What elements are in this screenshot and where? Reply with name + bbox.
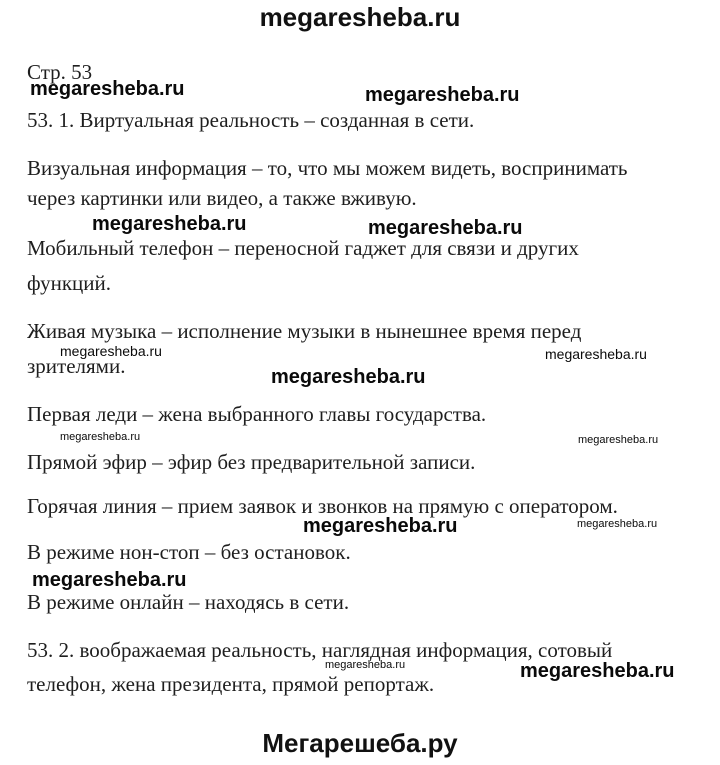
text-line-9: Прямой эфир – эфир без предварительной записи.	[27, 450, 476, 474]
watermark: megaresheba.ru	[60, 431, 141, 443]
text-line-5: функций.	[27, 271, 111, 295]
watermark: megaresheba.ru	[578, 434, 659, 446]
watermark: megaresheba.ru	[365, 84, 520, 106]
site-footer-logo[interactable]: Мегарешеба.ру	[262, 728, 458, 758]
watermark: megaresheba.ru	[545, 346, 647, 362]
watermark: megaresheba.ru	[303, 515, 458, 537]
text-line-10: Горячая линия – прием заявок и звонков на прямую с оператором.	[27, 494, 618, 518]
watermark: megaresheba.ru	[92, 213, 247, 235]
text-line-6: Живая музыка – исполнение музыки в нынешнее время перед	[27, 319, 582, 343]
site-header-logo[interactable]: megaresheba.ru	[259, 2, 461, 32]
watermark: megaresheba.ru	[30, 78, 185, 100]
text-line-2: Визуальная информация – то, что мы можем видеть, воспринимать	[27, 156, 628, 180]
watermark: megaresheba.ru	[271, 366, 426, 388]
text-line-4: Мобильный телефон – переносной гаджет для связи и других	[27, 236, 579, 260]
watermark: megaresheba.ru	[577, 518, 658, 530]
text-line-7: зрителями.	[27, 354, 126, 378]
watermark: megaresheba.ru	[368, 217, 523, 239]
watermark: megaresheba.ru	[32, 569, 187, 591]
watermark: megaresheba.ru	[520, 660, 675, 682]
page-label: Стр. 53	[27, 60, 93, 84]
text-line-12: В режиме онлайн – находясь в сети.	[27, 590, 350, 614]
watermark: megaresheba.ru	[325, 659, 406, 671]
text-line-1: 53. 1. Виртуальная реальность – созданная в сети.	[27, 108, 475, 132]
watermark: megaresheba.ru	[60, 343, 162, 359]
text-line-8: Первая леди – жена выбранного главы государства.	[27, 402, 487, 426]
text-line-3: через картинки или видео, а также вживую.	[27, 186, 417, 210]
text-line-14: телефон, жена президента, прямой репортаж.	[27, 672, 435, 696]
text-line-11: В режиме нон-стоп – без остановок.	[27, 540, 351, 564]
text-line-13: 53. 2. воображаемая реальность, наглядная информация, сотовый	[27, 638, 613, 662]
